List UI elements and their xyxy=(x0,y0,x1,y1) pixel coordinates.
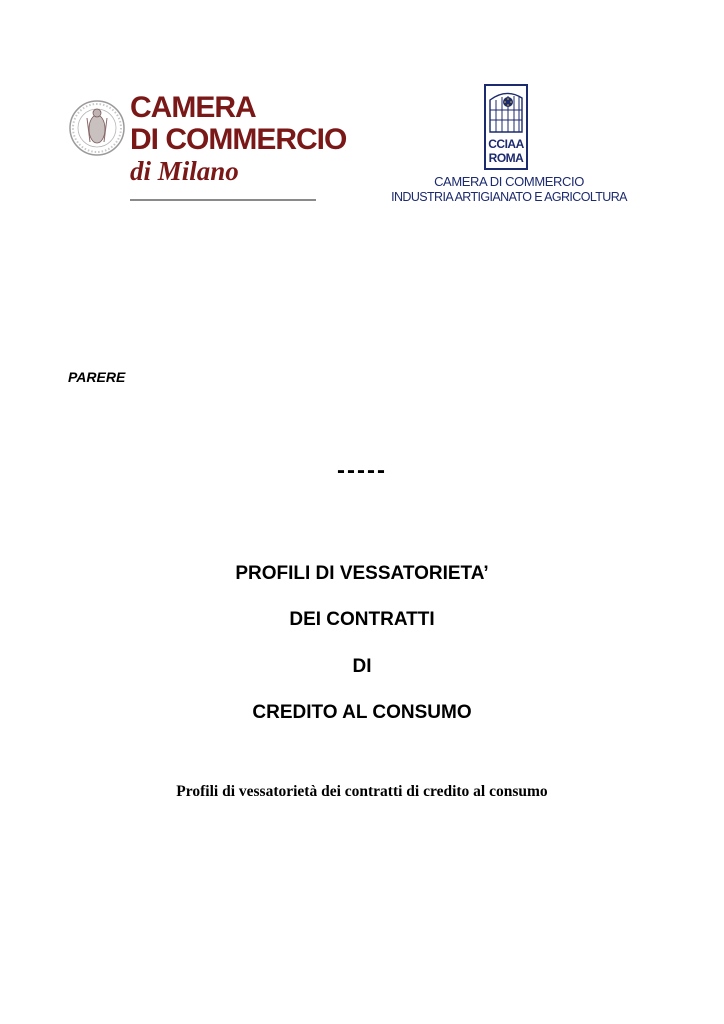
document-subtitle: Profili di vessatorietà dei contratti di credito al consumo xyxy=(176,783,548,800)
roma-emblem-frame xyxy=(484,84,528,170)
document-label: PARERE xyxy=(68,369,126,385)
colosseum-icon xyxy=(488,88,524,134)
logo-cciaa-roma xyxy=(384,84,634,209)
roma-abbr-roma: ROMA xyxy=(488,151,524,165)
seal-emblem-icon xyxy=(68,96,126,160)
roma-name-line2: INDUSTRIA ARTIGIANATO E AGRICOLTURA xyxy=(391,190,627,204)
logo-text-camera: CAMERA xyxy=(130,91,256,124)
logo-text-di-milano: di Milano xyxy=(130,156,239,186)
roma-abbr-cciaa: CCIAA xyxy=(488,137,524,151)
separator: ----- xyxy=(337,457,387,484)
roma-name-line1: CAMERA DI COMMERCIO xyxy=(434,174,584,189)
title-line-3: DI xyxy=(352,656,372,677)
logo-underline xyxy=(130,199,316,201)
logo-text-di-commercio: DI COMMERCIO xyxy=(130,123,347,156)
title-line-4: CREDITO AL CONSUMO xyxy=(252,702,472,723)
logo-camera-commercio-milano xyxy=(68,91,347,207)
title-line-1: PROFILI DI VESSATORIETA’ xyxy=(235,563,489,584)
title-line-2: DEI CONTRATTI xyxy=(289,609,435,630)
